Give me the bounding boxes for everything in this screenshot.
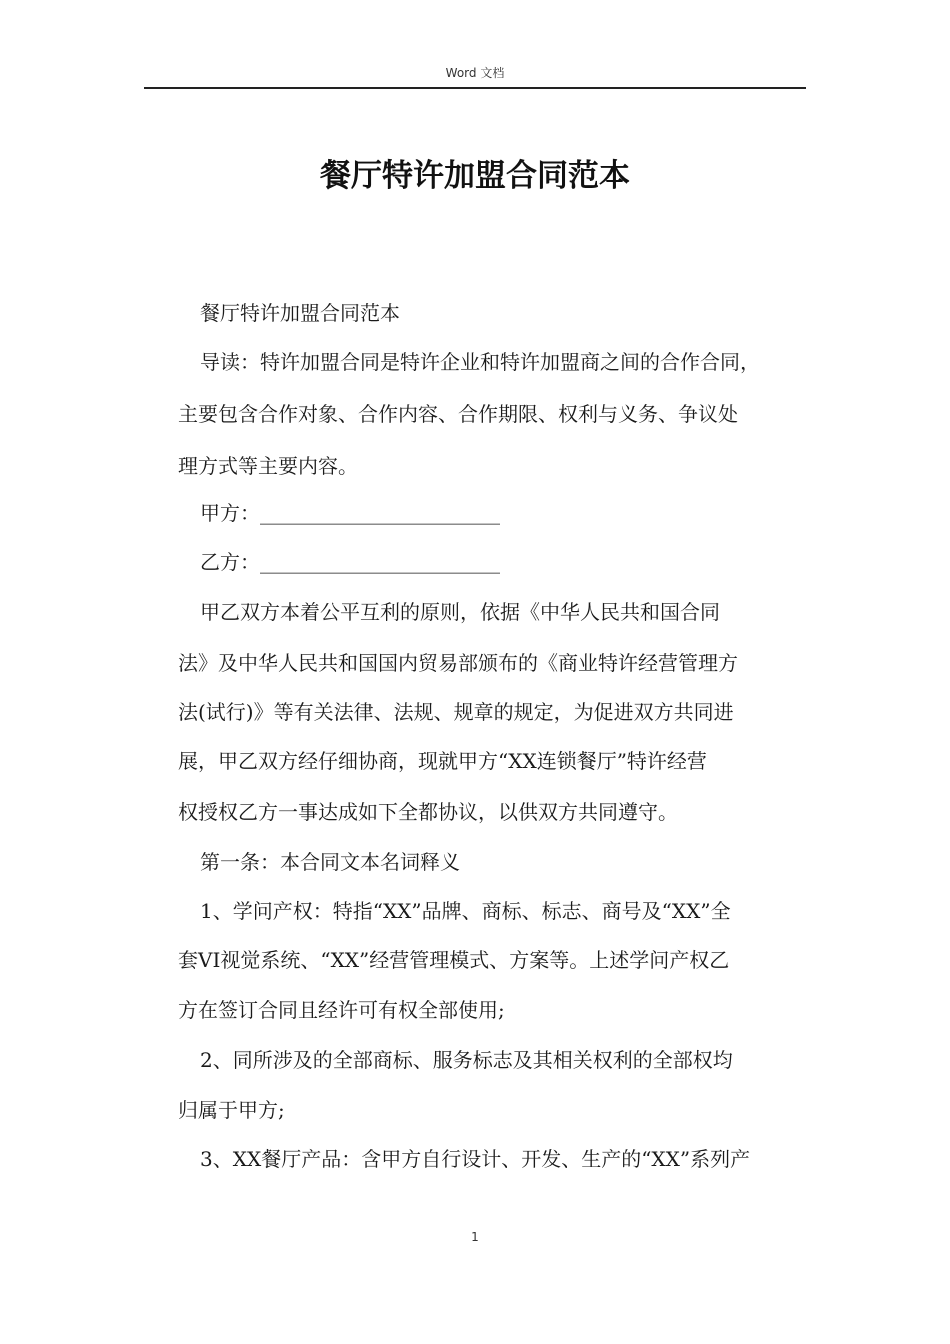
paragraph-line: 展，甲乙双方经仔细协商，现就甲方“XX连锁餐厅”特许经营 (178, 749, 707, 773)
paragraph-line: 甲乙双方本着公平互利的原则，依据《中华人民共和国合同 (200, 600, 720, 624)
article-heading: 第一条：本合同文本名词释义 (200, 850, 460, 874)
paragraph-line: 1、学问产权：特指“XX”品牌、商标、标志、商号及“XX”全 (200, 899, 731, 923)
paragraph-line: 2、同所涉及的全部商标、服务标志及其相关权利的全部权均 (200, 1048, 733, 1072)
paragraph-line: 主要包含合作对象、合作内容、合作期限、权利与义务、争议处 (178, 402, 738, 426)
page-number: 1 (471, 1230, 479, 1244)
paragraph-line: 归属于甲方; (178, 1098, 285, 1122)
paragraph-line: 餐厅特许加盟合同范本 (200, 301, 400, 325)
paragraph-line: 套VI视觉系统、“XX”经营管理模式、方案等。上述学问产权乙 (178, 948, 730, 972)
paragraph-line: 理方式等主要内容。 (178, 454, 358, 478)
paragraph-line: 权授权乙方一事达成如下全都协议，以供双方共同遵守。 (178, 800, 678, 824)
party-a-line: 甲方：________________________ (200, 501, 500, 525)
document-title: 餐厅特许加盟合同范本 (320, 158, 630, 194)
party-b-line: 乙方：________________________ (200, 550, 500, 574)
page-header: Word 文档 (445, 66, 505, 80)
paragraph-line: 法》及中华人民共和国国内贸易部颁布的《商业特许经营管理方 (178, 651, 738, 675)
paragraph-line: 法(试行)》等有关法律、法规、规章的规定，为促进双方共同进 (178, 700, 734, 724)
paragraph-line: 方在签订合同且经许可有权全部使用; (178, 998, 505, 1022)
paragraph-line: 3、XX餐厅产品：含甲方自行设计、开发、生产的“XX”系列产 (200, 1147, 751, 1171)
paragraph-line: 导读：特许加盟合同是特许企业和特许加盟商之间的合作合同， (200, 350, 760, 374)
header-rule (144, 87, 806, 89)
